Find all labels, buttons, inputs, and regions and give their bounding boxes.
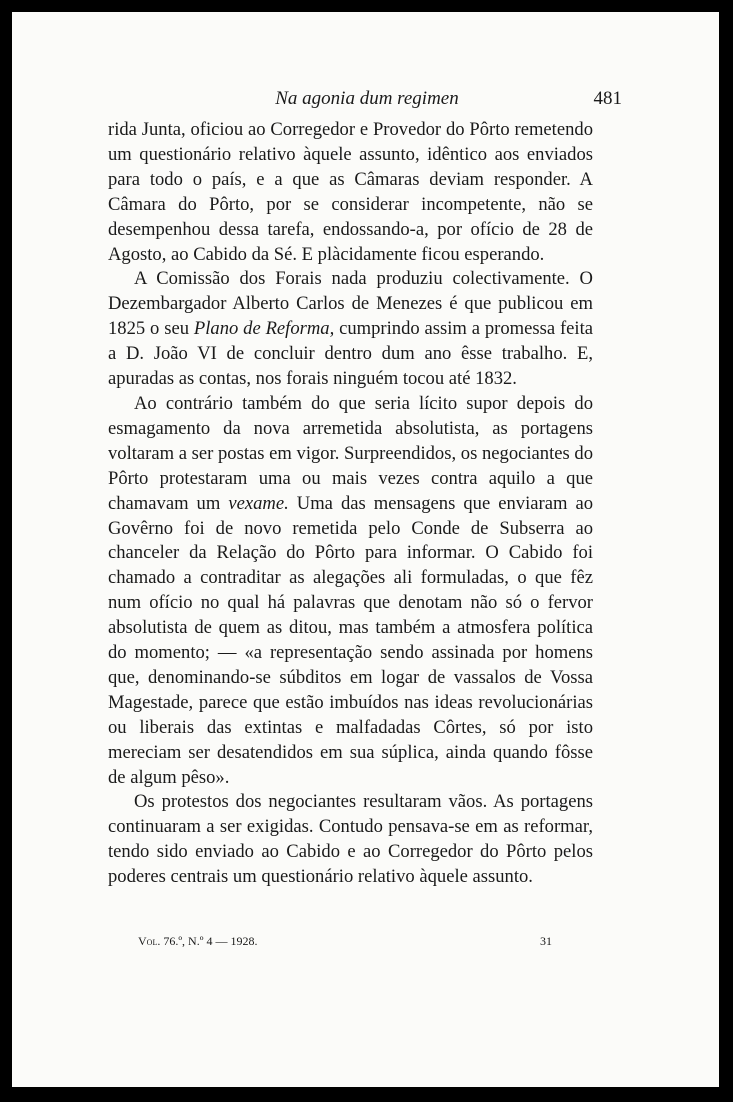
paragraph: [108, 118, 593, 267]
paragraph-text: Ao contrário também do que seria lícito supor depois do esmagamento da nova arremetida absolutista, as portagens voltaram a ser postas em vigor. Surpreendidos, os negociantes do Pôrto protestaram uma ou mais vezes contra aquilo a que chamavam um: [108, 392, 593, 514]
book-page: [12, 12, 719, 1087]
running-title: Na agonia dum regimen: [275, 88, 459, 109]
running-head: [108, 86, 626, 114]
paragraph: [108, 392, 593, 791]
paragraph-text: Os protestos dos negociantes resultaram vãos. As portagens continuaram a ser exigidas. Contudo pensava-se em as reformar, tendo sido enviado ao Cabido e ao Corregedor do Pôrto pelos poderes centrais um questionário relativo àquele assunto.: [108, 791, 593, 888]
volume-reference: Vol. 76.º, N.º 4 — 1928.: [138, 934, 258, 948]
italic-text: vexame.: [228, 492, 289, 514]
signature-mark: 31: [540, 934, 552, 948]
paragraph: [108, 790, 593, 890]
paragraph: [108, 267, 593, 392]
paragraph-text: rida Junta, oficiou ao Corregedor e Provedor do Pôrto remetendo um questionário relativo àquele assunto, idêntico aos enviados para todo o país, e a que as Câmaras deviam responder. A Câmara do Pôrto, por se considerar incompetente, não se desempenhou dessa tarefa, endossando-a, por ofício de 28 de Agosto, ao Cabido da Sé. E plàcidamente ficou esperando.: [108, 119, 593, 265]
page-number: 481: [593, 88, 622, 109]
body-text: [108, 118, 593, 890]
italic-text: Plano de Reforma,: [193, 318, 335, 340]
paragraph-text: A Comissão dos Forais nada produziu colectivamente. O Dezembargador Alberto Carlos de Menezes é que publicou em 1825 o seu: [108, 268, 593, 340]
paragraph-text: cumprindo assim a promessa feita a D. João VI de concluir dentro dum ano êsse trabalho. E, apuradas as contas, nos forais ninguém tocou até 1832.: [108, 318, 593, 390]
paragraph-text: Uma das mensagens que enviaram ao Govêrno foi de novo remetida pelo Conde de Subserra ao chanceler da Relação do Pôrto para informar. O Cabido foi chamado a contraditar as alegações ali formuladas, o que fêz num ofício no qual há palavras que denotam não só o fervor absolutista de quem as ditou, mas também a atmosfera política do momento; — «a representação sendo assinada por homens que, denominando-se súbditos em logar de vassalos de Vossa Magestade, parece que estão imbuídos nas ideas revolucionárias ou liberais das extintas e malfadadas Côrtes, só por isto mereciam ser desatendidos em sua súplica, ainda quando fôsse de algum pêso».: [108, 492, 593, 788]
